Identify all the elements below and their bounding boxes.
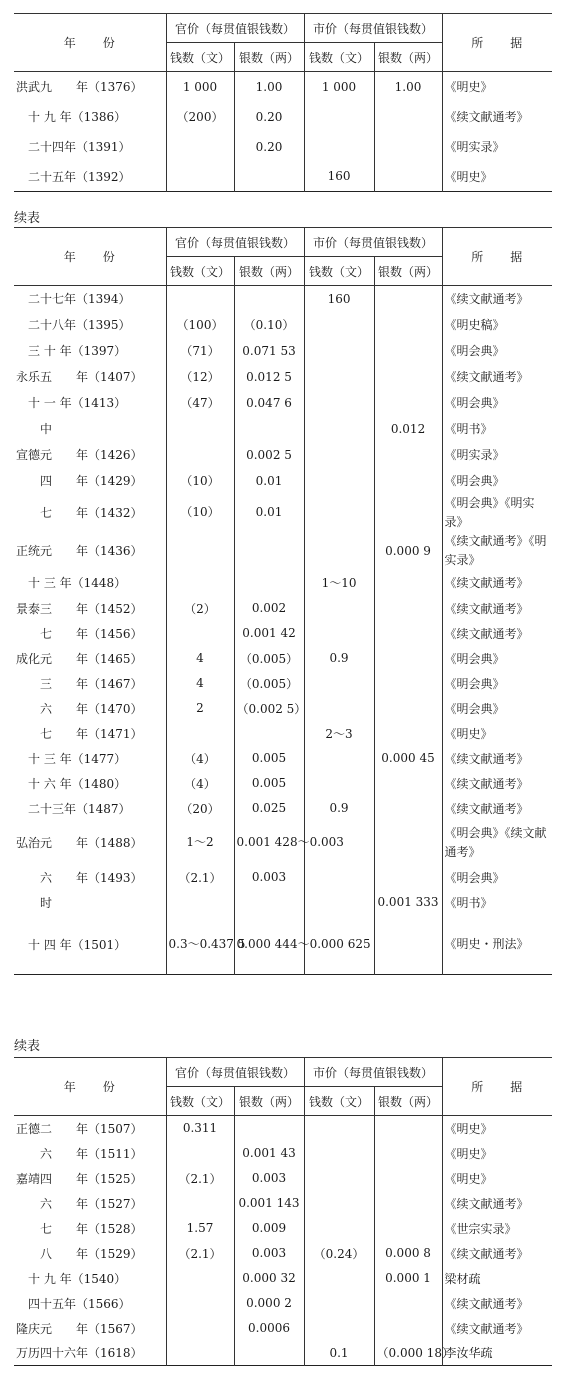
table-row [14,596,552,621]
market-silver-cell [374,162,442,192]
official-silver-cell: 0.003 [234,1241,304,1266]
year-cell: 弘治元 年（1488） [14,821,166,865]
source-cell: 《明会典》 [442,390,552,416]
market-coins-cell: 0.1 [304,1341,374,1366]
year-cell: 正德二 年（1507） [14,1116,166,1141]
official-coins-cell [166,621,234,646]
source-cell: 《续文献通考》 [442,364,552,390]
year-cell: 宣德元 年（1426） [14,442,166,468]
table-row [14,1266,552,1291]
market-coins-cell [304,746,374,771]
table-row [14,646,552,671]
table-row [14,1341,552,1366]
source-cell: 《明史》 [442,162,552,192]
header-market-price: 市价（每贯值银钱数） [304,1058,442,1087]
official-silver-cell: 0.025 [234,796,304,821]
table-row [14,721,552,746]
official-silver-cell [234,162,304,192]
source-cell: 李汝华疏 [442,1341,552,1366]
market-silver-cell: 0.000 8 [374,1241,442,1266]
source-cell: 《明史》 [442,1141,552,1166]
official-coins-cell [166,286,234,312]
table-row [14,494,552,532]
market-coins-cell: （0.24） [304,1241,374,1266]
official-silver-cell: 0.001 42 [234,621,304,646]
table-row [14,162,552,192]
official-silver-cell: 0.20 [234,102,304,132]
year-cell: 隆庆元 年（1567） [14,1316,166,1341]
year-cell: 六 年（1527） [14,1191,166,1216]
market-coins-cell [304,1166,374,1191]
table-row [14,671,552,696]
official-coins-cell: （200） [166,102,234,132]
source-cell: 《明书》 [442,416,552,442]
source-cell: 《续文献通考》 [442,570,552,596]
source-cell: 《续文献通考》《明实录》 [442,532,552,570]
official-coins-cell: （20） [166,796,234,821]
market-coins-cell [304,621,374,646]
market-coins-cell: 0.9 [304,796,374,821]
market-silver-cell [374,915,442,975]
header-year: 年 份 [14,228,166,286]
table-row [14,338,552,364]
year-cell: 二十三年（1487） [14,796,166,821]
market-coins-cell [304,865,374,890]
official-silver-cell: （0.10） [234,312,304,338]
market-silver-cell [374,821,442,865]
market-coins-cell [304,890,374,915]
source-cell: 《明会典》 [442,696,552,721]
header-market-coins: 钱数（文） [304,43,374,72]
year-cell: 二十七年（1394） [14,286,166,312]
market-coins-cell [304,102,374,132]
official-coins-cell [166,890,234,915]
year-cell: 洪武九 年（1376） [14,72,166,102]
official-coins-cell: 0.311 [166,1116,234,1141]
official-silver-cell [234,416,304,442]
continued-label-2: 续表 [14,1039,41,1054]
market-coins-cell [304,312,374,338]
market-coins-cell [304,1266,374,1291]
official-coins-cell: 0.3～0.437 5 [166,915,234,975]
year-cell: 六 年（1493） [14,865,166,890]
header-official-price: 官价（每贯值银钱数） [166,228,304,257]
year-cell: 七 年（1432） [14,494,166,532]
official-silver-cell: 0.000 32 [234,1266,304,1291]
official-coins-cell: （2） [166,596,234,621]
year-cell: 永乐五 年（1407） [14,364,166,390]
official-silver-cell: 0.009 [234,1216,304,1241]
header-official-coins: 钱数（文） [166,43,234,72]
market-silver-cell [374,1116,442,1141]
source-cell: 《明会典》《明实录》 [442,494,552,532]
header-official-silver: 银数（两） [234,257,304,286]
official-silver-cell: 0.047 6 [234,390,304,416]
market-coins-cell: 160 [304,162,374,192]
official-coins-cell [166,1266,234,1291]
official-silver-cell: 0.0006 [234,1316,304,1341]
market-silver-cell [374,468,442,494]
official-silver-cell: 0.002 [234,596,304,621]
official-coins-cell: 1～2 [166,821,234,865]
source-cell: 《续文献通考》 [442,621,552,646]
official-coins-cell: （47） [166,390,234,416]
year-cell: 二十八年（1395） [14,312,166,338]
header-market-silver: 银数（两） [374,43,442,72]
official-coins-cell: （4） [166,746,234,771]
market-silver-cell [374,596,442,621]
market-silver-cell [374,312,442,338]
source-cell: 《续文献通考》 [442,286,552,312]
table-row [14,364,552,390]
year-cell: 十 九 年（1386） [14,102,166,132]
header-basis: 所 据 [442,228,552,286]
market-coins-cell [304,1291,374,1316]
header-official-coins: 钱数（文） [166,257,234,286]
source-cell: 《明会典》《续文献通考》 [442,821,552,865]
year-cell: 十 九 年（1540） [14,1266,166,1291]
official-coins-cell: （100） [166,312,234,338]
header-market-coins: 钱数（文） [304,1087,374,1116]
source-cell: 梁材疏 [442,1266,552,1291]
market-coins-cell [304,416,374,442]
year-cell: 四十五年（1566） [14,1291,166,1316]
official-coins-cell [166,416,234,442]
official-coins-cell [166,1341,234,1366]
source-cell: 《续文献通考》 [442,596,552,621]
year-cell: 八 年（1529） [14,1241,166,1266]
header-official-coins: 钱数（文） [166,1087,234,1116]
year-cell: 十 六 年（1480） [14,771,166,796]
market-silver-cell [374,1166,442,1191]
market-silver-cell: （0.000 18） [374,1341,442,1366]
market-coins-cell [304,364,374,390]
market-silver-cell: 0.012 [374,416,442,442]
market-coins-cell [304,494,374,532]
year-cell: 嘉靖四 年（1525） [14,1166,166,1191]
market-silver-cell: 0.000 9 [374,532,442,570]
year-cell: 景泰三 年（1452） [14,596,166,621]
header-official-silver: 银数（两） [234,1087,304,1116]
table-row [14,621,552,646]
header-market-price: 市价（每贯值银钱数） [304,14,442,43]
table-row [14,132,552,162]
source-cell: 《明史》 [442,1116,552,1141]
official-coins-cell [166,1291,234,1316]
table-row [14,1141,552,1166]
market-silver-cell [374,671,442,696]
table-row [14,442,552,468]
market-silver-cell [374,364,442,390]
market-silver-cell [374,865,442,890]
official-silver-cell [234,1116,304,1141]
official-silver-cell: （0.005） [234,671,304,696]
table-row [14,771,552,796]
official-coins-cell [166,532,234,570]
table-row [14,1291,552,1316]
year-cell: 正统元 年（1436） [14,532,166,570]
header-year: 年 份 [14,1058,166,1116]
year-cell: 七 年（1528） [14,1216,166,1241]
market-coins-cell [304,338,374,364]
official-coins-cell: 1 000 [166,72,234,102]
market-coins-cell [304,532,374,570]
table-row [14,796,552,821]
official-coins-cell [166,570,234,596]
header-market-coins: 钱数（文） [304,257,374,286]
official-silver-cell [234,570,304,596]
market-silver-cell: 0.000 45 [374,746,442,771]
market-silver-cell [374,390,442,416]
market-coins-cell [304,1141,374,1166]
year-cell: 十 三 年（1477） [14,746,166,771]
market-silver-cell [374,771,442,796]
price-table-2 [14,227,552,975]
market-coins-cell [304,1116,374,1141]
official-coins-cell: （2.1） [166,1241,234,1266]
market-coins-cell [304,468,374,494]
official-silver-cell [234,890,304,915]
table-row [14,72,552,102]
market-coins-cell [304,442,374,468]
price-table-3 [14,1057,552,1366]
official-coins-cell: 4 [166,671,234,696]
year-cell: 时 [14,890,166,915]
official-coins-cell [166,721,234,746]
header-basis: 所 据 [442,14,552,72]
market-silver-cell [374,1216,442,1241]
official-coins-cell [166,1141,234,1166]
table-row [14,286,552,312]
source-cell: 《明史》 [442,72,552,102]
official-silver-cell: 0.003 [234,865,304,890]
year-cell: 三 十 年（1397） [14,338,166,364]
market-coins-cell [304,671,374,696]
market-silver-cell: 1.00 [374,72,442,102]
market-silver-cell [374,796,442,821]
market-silver-cell [374,1316,442,1341]
source-cell: 《明史》 [442,1166,552,1191]
official-coins-cell: （10） [166,494,234,532]
official-silver-cell [234,721,304,746]
year-cell: 四 年（1429） [14,468,166,494]
official-silver-cell: 0.01 [234,468,304,494]
market-coins-cell: 160 [304,286,374,312]
source-cell: 《明史》 [442,721,552,746]
header-official-price: 官价（每贯值银钱数） [166,14,304,43]
market-coins-cell [304,596,374,621]
header-basis: 所 据 [442,1058,552,1116]
official-silver-cell: 0.002 5 [234,442,304,468]
official-coins-cell: （2.1） [166,1166,234,1191]
market-coins-cell: 0.9 [304,646,374,671]
market-coins-cell [304,390,374,416]
source-cell: 《明史・刑法》 [442,915,552,975]
official-coins-cell [166,1316,234,1341]
market-coins-cell [304,1191,374,1216]
market-silver-cell: 0.001 333 [374,890,442,915]
official-silver-cell: 0.071 53 [234,338,304,364]
market-coins-cell: 1～10 [304,570,374,596]
source-cell: 《明实录》 [442,132,552,162]
official-coins-cell [166,1191,234,1216]
market-silver-cell [374,1141,442,1166]
official-silver-cell: （0.005） [234,646,304,671]
table-row [14,1241,552,1266]
official-silver-cell: 0.000 444～0.000 625 [234,915,304,975]
official-coins-cell [166,162,234,192]
year-cell: 成化元 年（1465） [14,646,166,671]
market-silver-cell [374,442,442,468]
official-silver-cell [234,286,304,312]
year-cell: 中 [14,416,166,442]
header-year: 年 份 [14,14,166,72]
official-silver-cell: 0.001 143 [234,1191,304,1216]
table-row [14,865,552,890]
year-cell: 六 年（1470） [14,696,166,721]
year-cell: 三 年（1467） [14,671,166,696]
table-row [14,915,552,975]
official-coins-cell: （2.1） [166,865,234,890]
source-cell: 《续文献通考》 [442,796,552,821]
official-coins-cell: （12） [166,364,234,390]
year-cell: 二十五年（1392） [14,162,166,192]
source-cell: 《明史稿》 [442,312,552,338]
market-coins-cell [304,132,374,162]
table-row [14,696,552,721]
market-silver-cell [374,570,442,596]
market-silver-cell [374,286,442,312]
official-coins-cell: （71） [166,338,234,364]
table-row [14,390,552,416]
source-cell: 《续文献通考》 [442,1291,552,1316]
official-silver-cell: 0.20 [234,132,304,162]
source-cell: 《明书》 [442,890,552,915]
year-cell: 万历四十六年（1618） [14,1341,166,1366]
source-cell: 《明会典》 [442,646,552,671]
table-row [14,468,552,494]
market-silver-cell [374,338,442,364]
market-silver-cell: 0.000 1 [374,1266,442,1291]
table-row [14,312,552,338]
source-cell: 《续文献通考》 [442,1241,552,1266]
market-silver-cell [374,494,442,532]
table-row [14,102,552,132]
table-row [14,1116,552,1141]
market-silver-cell [374,646,442,671]
official-silver-cell: 0.005 [234,771,304,796]
market-silver-cell [374,1191,442,1216]
year-cell: 六 年（1511） [14,1141,166,1166]
table-row [14,1216,552,1241]
header-market-silver: 银数（两） [374,1087,442,1116]
official-silver-cell: 0.003 [234,1166,304,1191]
market-coins-cell [304,1216,374,1241]
table-row [14,1166,552,1191]
source-cell: 《明会典》 [442,468,552,494]
official-silver-cell: 0.000 2 [234,1291,304,1316]
official-coins-cell [166,132,234,162]
table-row [14,890,552,915]
year-cell: 七 年（1456） [14,621,166,646]
year-cell: 十 一 年（1413） [14,390,166,416]
header-market-silver: 银数（两） [374,257,442,286]
table-row [14,821,552,865]
market-coins-cell: 2～3 [304,721,374,746]
official-silver-cell: 0.001 428～0.003 [234,821,304,865]
table-row [14,1191,552,1216]
table-row [14,416,552,442]
official-silver-cell: （0.002 5） [234,696,304,721]
official-silver-cell: 0.01 [234,494,304,532]
table-row [14,746,552,771]
official-coins-cell: 4 [166,646,234,671]
market-coins-cell: 1 000 [304,72,374,102]
market-coins-cell [304,696,374,721]
year-cell: 七 年（1471） [14,721,166,746]
year-cell: 十 三 年（1448） [14,570,166,596]
market-silver-cell [374,102,442,132]
continued-label-1: 续表 [14,211,41,226]
official-silver-cell: 0.005 [234,746,304,771]
official-silver-cell: 1.00 [234,72,304,102]
official-coins-cell [166,442,234,468]
year-cell: 十 四 年（1501） [14,915,166,975]
source-cell: 《续文献通考》 [442,102,552,132]
source-cell: 《明会典》 [442,671,552,696]
source-cell: 《续文献通考》 [442,746,552,771]
source-cell: 《明会典》 [442,338,552,364]
header-market-price: 市价（每贯值银钱数） [304,228,442,257]
year-cell: 二十四年（1391） [14,132,166,162]
market-silver-cell [374,1291,442,1316]
source-cell: 《续文献通考》 [442,1191,552,1216]
source-cell: 《明实录》 [442,442,552,468]
market-silver-cell [374,621,442,646]
market-silver-cell [374,696,442,721]
market-coins-cell [304,1316,374,1341]
table-row [14,1316,552,1341]
official-silver-cell: 0.012 5 [234,364,304,390]
source-cell: 《世宗实录》 [442,1216,552,1241]
market-silver-cell [374,132,442,162]
header-official-silver: 银数（两） [234,43,304,72]
price-table-1 [14,13,552,192]
official-silver-cell: 0.001 43 [234,1141,304,1166]
market-coins-cell [304,771,374,796]
market-silver-cell [374,721,442,746]
source-cell: 《明会典》 [442,865,552,890]
source-cell: 《续文献通考》 [442,771,552,796]
official-coins-cell: 1.57 [166,1216,234,1241]
source-cell: 《续文献通考》 [442,1316,552,1341]
official-silver-cell [234,1341,304,1366]
official-coins-cell: （4） [166,771,234,796]
header-official-price: 官价（每贯值银钱数） [166,1058,304,1087]
official-silver-cell [234,532,304,570]
official-coins-cell: 2 [166,696,234,721]
table-row [14,532,552,570]
table-row [14,570,552,596]
official-coins-cell: （10） [166,468,234,494]
